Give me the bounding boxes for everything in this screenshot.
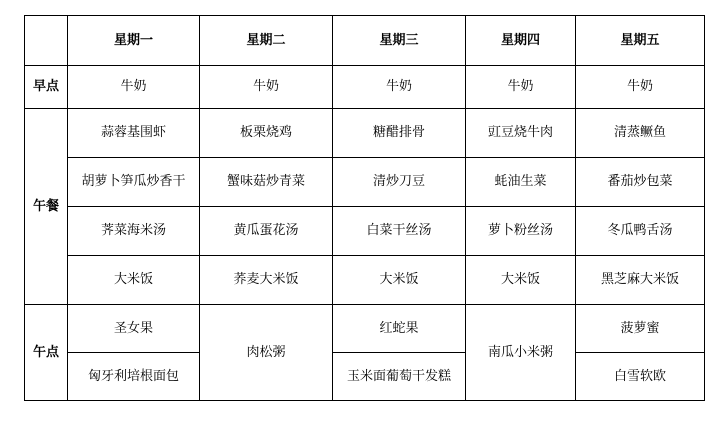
lunch-mon-1: 蒜蓉基围虾: [68, 109, 200, 158]
snack-row-1: [25, 305, 705, 353]
meal-label-snack: 午点: [25, 305, 68, 401]
snack-thu: 南瓜小米粥: [466, 305, 576, 401]
breakfast-row: [25, 66, 705, 109]
day-header-tue: 星期二: [200, 16, 333, 66]
lunch-fri-4: 黑芝麻大米饭: [576, 256, 705, 305]
lunch-tue-3: 黄瓜蛋花汤: [200, 207, 333, 256]
snack-row-2: [25, 353, 705, 401]
lunch-wed-4: 大米饭: [333, 256, 466, 305]
meal-label-lunch: 午餐: [25, 109, 68, 305]
lunch-wed-1: 糖醋排骨: [333, 109, 466, 158]
lunch-thu-1: 豇豆烧牛肉: [466, 109, 576, 158]
breakfast-wed: 牛奶: [333, 66, 466, 109]
header-row: [25, 16, 705, 66]
corner-cell: [25, 16, 68, 66]
day-header-wed: 星期三: [333, 16, 466, 66]
breakfast-thu: 牛奶: [466, 66, 576, 109]
lunch-tue-1: 板栗烧鸡: [200, 109, 333, 158]
breakfast-mon: 牛奶: [68, 66, 200, 109]
breakfast-fri: 牛奶: [576, 66, 705, 109]
lunch-thu-4: 大米饭: [466, 256, 576, 305]
snack-fri-2: 白雪软欧: [576, 353, 705, 401]
lunch-tue-2: 蟹味菇炒青菜: [200, 158, 333, 207]
snack-wed-1: 红蛇果: [333, 305, 466, 353]
lunch-row-3: [25, 207, 705, 256]
day-header-thu: 星期四: [466, 16, 576, 66]
lunch-thu-3: 萝卜粉丝汤: [466, 207, 576, 256]
lunch-mon-3: 荠菜海米汤: [68, 207, 200, 256]
lunch-fri-1: 清蒸鳜鱼: [576, 109, 705, 158]
day-header-mon: 星期一: [68, 16, 200, 66]
snack-mon-1: 圣女果: [68, 305, 200, 353]
lunch-mon-4: 大米饭: [68, 256, 200, 305]
lunch-mon-2: 胡萝卜笋瓜炒香干: [68, 158, 200, 207]
breakfast-tue: 牛奶: [200, 66, 333, 109]
lunch-tue-4: 荞麦大米饭: [200, 256, 333, 305]
snack-fri-1: 菠萝蜜: [576, 305, 705, 353]
day-header-fri: 星期五: [576, 16, 705, 66]
weekly-menu-table: [24, 15, 705, 401]
snack-mon-2: 匈牙利培根面包: [68, 353, 200, 401]
lunch-row-2: [25, 158, 705, 207]
snack-wed-2: 玉米面葡萄干发糕: [333, 353, 466, 401]
lunch-wed-3: 白菜干丝汤: [333, 207, 466, 256]
lunch-thu-2: 蚝油生菜: [466, 158, 576, 207]
meal-label-breakfast: 早点: [25, 66, 68, 109]
lunch-row-4: [25, 256, 705, 305]
lunch-row-1: [25, 109, 705, 158]
lunch-fri-3: 冬瓜鸭舌汤: [576, 207, 705, 256]
snack-tue: 肉松粥: [200, 305, 333, 401]
lunch-wed-2: 清炒刀豆: [333, 158, 466, 207]
lunch-fri-2: 番茄炒包菜: [576, 158, 705, 207]
